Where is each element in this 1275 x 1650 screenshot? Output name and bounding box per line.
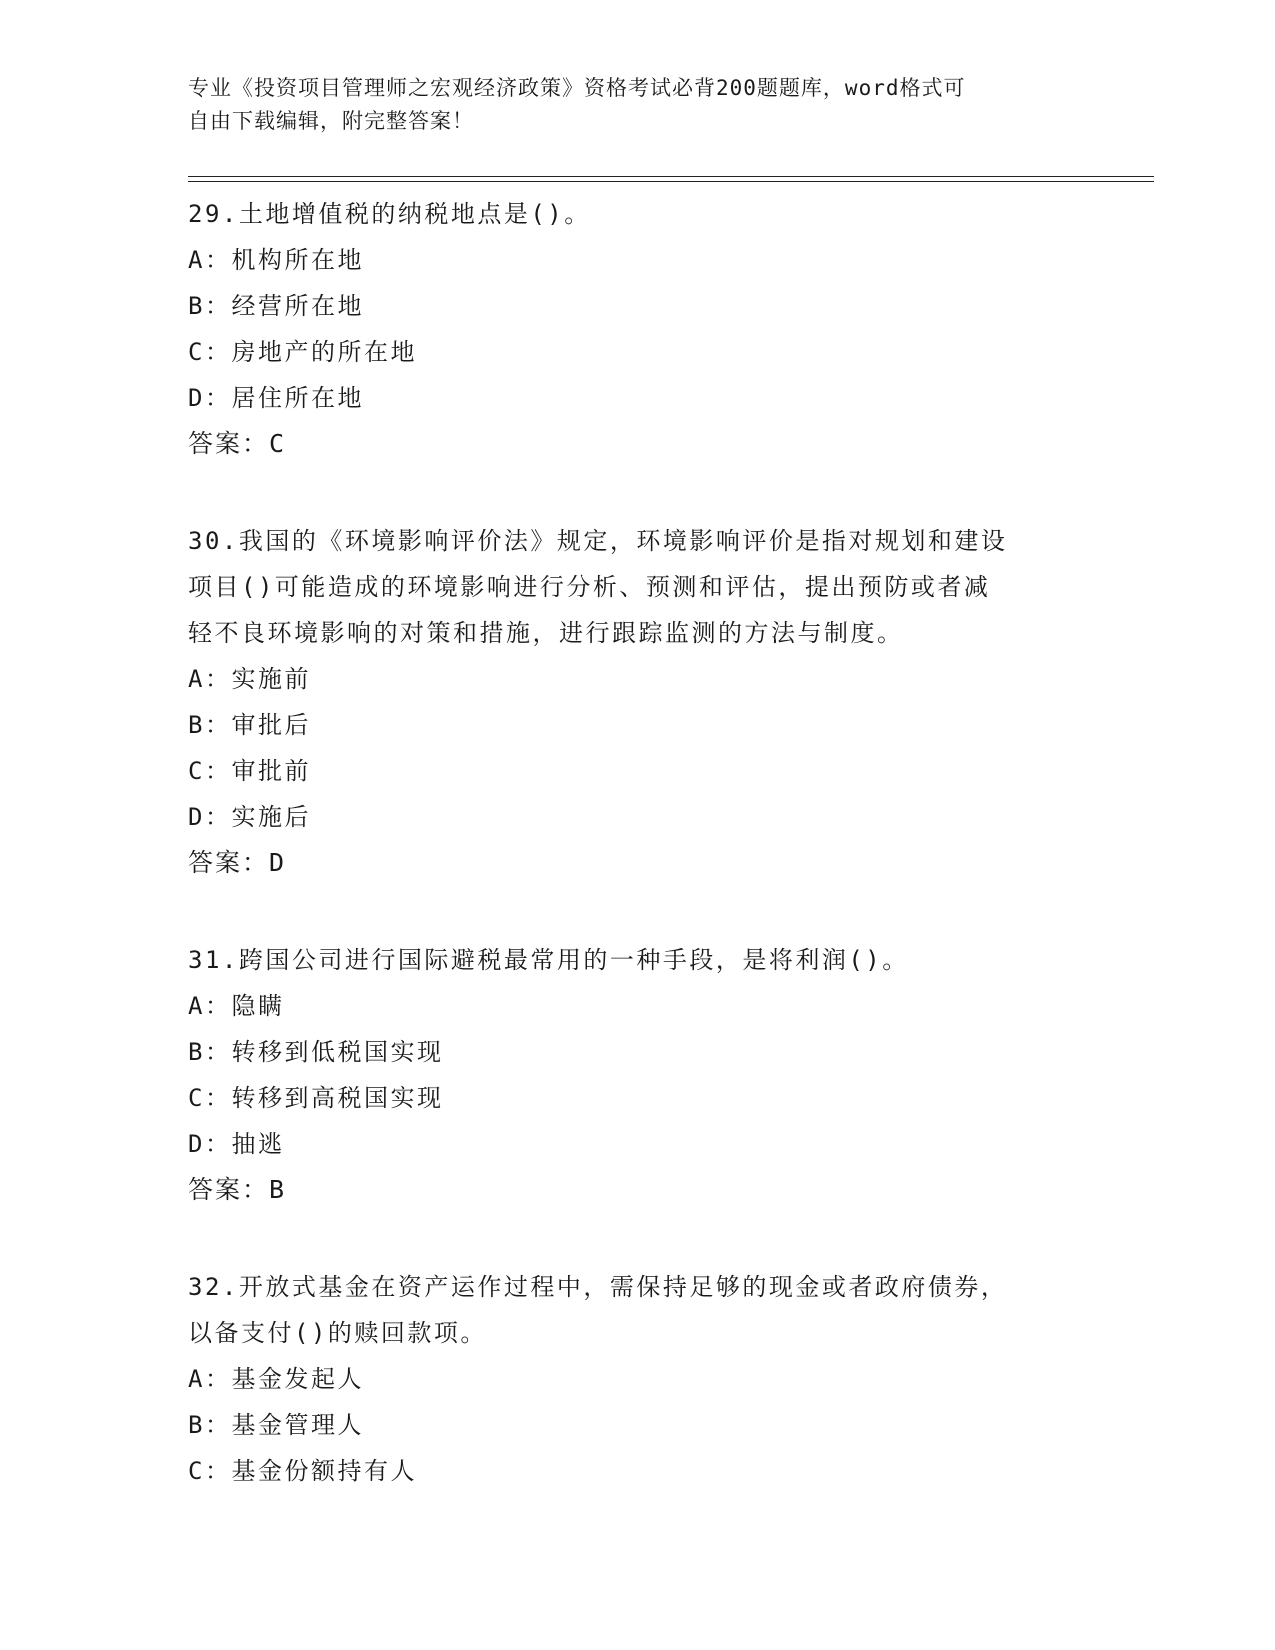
question-stem: 31.跨国公司进行国际避税最常用的一种手段，是将利润()。	[188, 946, 909, 974]
header-divider-top	[188, 176, 1154, 177]
answer-label: 答案：	[188, 1175, 270, 1204]
question-stem: 轻不良环境影响的对策和措施，进行跟踪监测的方法与制度。	[188, 619, 904, 647]
header-divider-bottom	[188, 181, 1154, 182]
question-stem: 项目()可能造成的环境影响进行分析、预测和评估，提出预防或者减	[188, 573, 991, 601]
answer-value: D	[269, 848, 287, 877]
document-header	[188, 72, 1088, 138]
option-c: C：审批前	[188, 757, 311, 785]
option-a: A：实施前	[188, 665, 311, 693]
option-c: C：房地产的所在地	[188, 338, 417, 366]
option-d: D：居住所在地	[188, 384, 364, 412]
option-d: D：抽逃	[188, 1130, 285, 1158]
answer-value: B	[269, 1175, 287, 1204]
header-line-1: 专业《投资项目管理师之宏观经济政策》资格考试必背200题题库，word格式可	[188, 76, 966, 100]
answer-label: 答案：	[188, 848, 270, 877]
question-31	[188, 937, 1088, 1213]
option-b: B：经营所在地	[188, 292, 364, 320]
answer-value: C	[269, 429, 287, 458]
option-b: B：审批后	[188, 711, 311, 739]
option-d: D：实施后	[188, 803, 311, 831]
question-stem: 以备支付()的赎回款项。	[188, 1319, 487, 1347]
answer-line	[188, 1167, 1088, 1213]
option-b: B：转移到低税国实现	[188, 1038, 444, 1066]
question-stem: 30.我国的《环境影响评价法》规定，环境影响评价是指对规划和建设	[188, 527, 1008, 555]
option-c: C：基金份额持有人	[188, 1457, 417, 1485]
question-29	[188, 191, 1088, 467]
question-stem: 32.开放式基金在资产运作过程中，需保持足够的现金或者政府债券，	[188, 1273, 1008, 1301]
option-a: A：隐瞒	[188, 992, 285, 1020]
question-stem: 29.土地增值税的纳税地点是()。	[188, 200, 591, 228]
option-c: C：转移到高税国实现	[188, 1084, 444, 1112]
question-30	[188, 518, 1088, 886]
option-a: A：机构所在地	[188, 246, 364, 274]
answer-line	[188, 421, 1088, 467]
answer-label: 答案：	[188, 429, 270, 458]
question-list	[188, 191, 1088, 1545]
header-line-2: 自由下载编辑，附完整答案！	[188, 109, 474, 133]
option-a: A：基金发起人	[188, 1365, 364, 1393]
question-32	[188, 1264, 1088, 1494]
option-b: B：基金管理人	[188, 1411, 364, 1439]
answer-line	[188, 840, 1088, 886]
